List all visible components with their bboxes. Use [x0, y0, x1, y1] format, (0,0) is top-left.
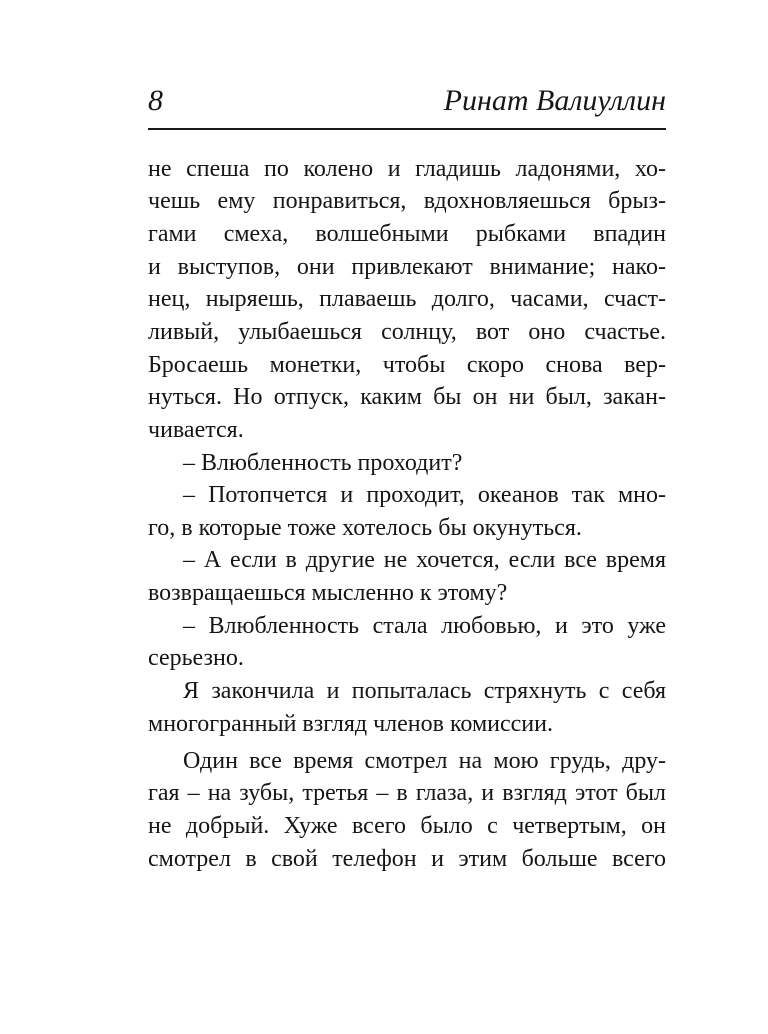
- paragraph: [148, 479, 666, 544]
- text-line: – Влюбленность проходит?: [183, 449, 463, 476]
- paragraph: [148, 610, 666, 675]
- text-line: нуться. Но отпуск, каким бы он ни был, закан-: [148, 384, 666, 411]
- text-line: не добрый. Хуже всего было с четвертым, он: [148, 812, 666, 839]
- text-line: гами смеха, волшебными рыбками впадин: [148, 221, 666, 248]
- text-line: Я закончила и попыталась стряхнуть с себя: [183, 678, 666, 705]
- header-rule: [148, 128, 666, 130]
- text-line: многогранный взгляд членов комиссии.: [148, 710, 553, 737]
- text-line: нец, ныряешь, плаваешь долго, часами, счаст-: [148, 286, 666, 313]
- page-header: [148, 83, 666, 119]
- text-line: и выступов, они привлекают внимание; нако-: [148, 253, 666, 280]
- text-line: не спеша по колено и гладишь ладонями, хо-: [148, 155, 666, 182]
- text-line: го, в которые тоже хотелось бы окунуться.: [148, 514, 582, 541]
- body-text: [148, 153, 666, 875]
- running-title: Ринат Валиуллин: [443, 84, 666, 117]
- paragraph: [148, 745, 666, 876]
- text-line: возвращаешься мысленно к этому?: [148, 580, 508, 607]
- text-line: – Влюбленность стала любовью, и это уже: [183, 612, 666, 639]
- text-line: гая – на зубы, третья – в глаза, и взгляд этот был: [148, 780, 666, 807]
- text-line: ливый, улыбаешься солнцу, вот оно счастье.: [148, 319, 666, 345]
- paragraph: [148, 544, 666, 609]
- text-line: чешь ему понравиться, вдохновляешься брыз-: [148, 188, 666, 215]
- paragraph: [148, 153, 666, 447]
- text-line: Бросаешь монетки, чтобы скоро снова вер-: [148, 351, 666, 378]
- paragraph: [148, 447, 666, 480]
- page-number: 8: [148, 84, 163, 117]
- text-line: Один все время смотрел на мою грудь, дру-: [183, 747, 666, 774]
- text-line: чивается.: [148, 416, 244, 443]
- paragraph: [148, 675, 666, 740]
- text-line: серьезно.: [148, 645, 244, 672]
- text-line: – Потопчется и проходит, океанов так мно-: [183, 482, 666, 509]
- text-line: – А если в другие не хочется, если все время: [183, 547, 666, 574]
- text-line: смотрел в свой телефон и этим больше всего: [148, 845, 666, 872]
